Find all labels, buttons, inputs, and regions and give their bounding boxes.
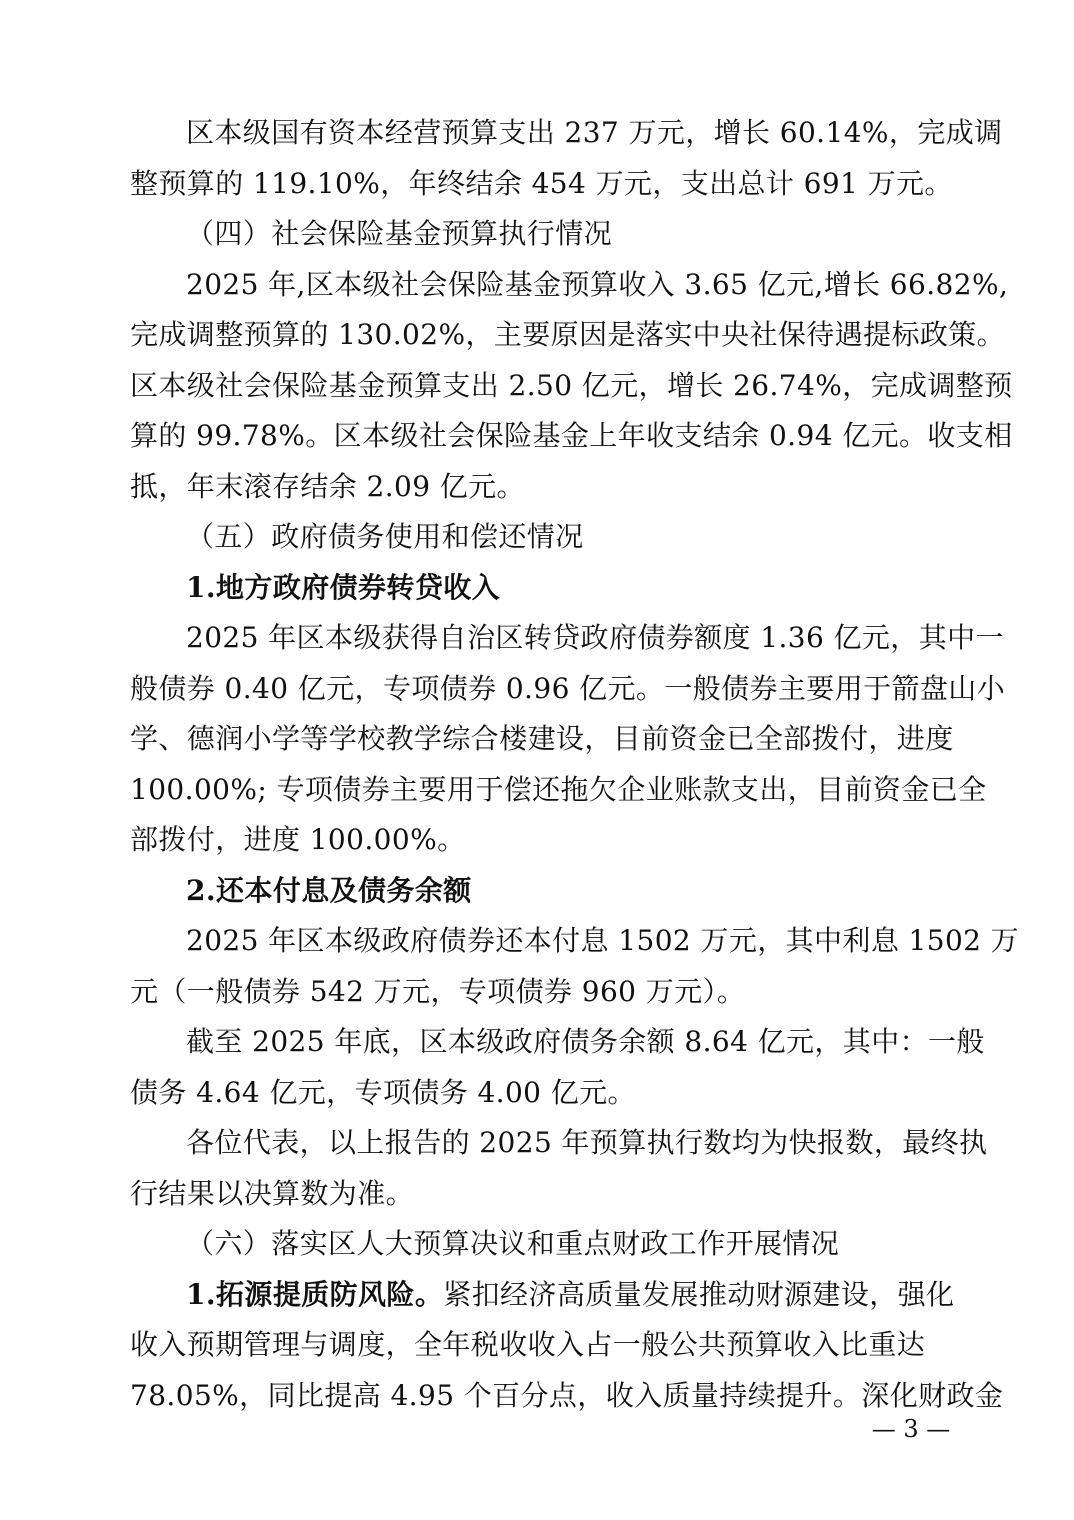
paragraph-line: 2025 年区本级获得自治区转贷政府债券额度 1.36 亿元，其中一 [186, 621, 1004, 654]
paragraph-line: 债务 4.64 亿元，专项债务 4.00 亿元。 [130, 1075, 636, 1109]
lead-heading: 1.拓源提质防风险。 [186, 1277, 444, 1311]
paragraph-line: 元（一般债券 542 万元，专项债券 960 万元）。 [130, 974, 746, 1008]
paragraph-line: 整预算的 119.10%，年终结余 454 万元，支出总计 691 万元。 [130, 166, 953, 200]
paragraph-line: 学、德润小学等学校教学综合楼建设，目前资金已全部拨付，进度 [130, 722, 954, 755]
paragraph-line: 100.00%; 专项债券主要用于偿还拖欠企业账款支出，目前资金已全 [130, 772, 987, 806]
paragraph-line: 完成调整预算的 130.02%，主要原因是落实中央社保待遇提标政策。 [130, 318, 1006, 351]
paragraph-line-with-lead [130, 1270, 972, 1321]
paragraph-line: 般债券 0.40 亿元，专项债券 0.96 亿元。一般债券主要用于箭盘山小 [130, 671, 1006, 705]
subsection-heading: 1.地方政府债券转贷收入 [186, 570, 501, 604]
section-heading: （五）政府债务使用和偿还情况 [186, 520, 584, 553]
paragraph-line: 区本级社会保险基金预算支出 2.50 亿元，增长 26.74%，完成调整预 [130, 368, 1013, 402]
section-heading: （六）落实区人大预算决议和重点财政工作开展情况 [186, 1227, 840, 1260]
paragraph-line: 截至 2025 年底，区本级政府债务余额 8.64 亿元，其中：一般 [186, 1025, 985, 1058]
section-heading: （四）社会保险基金预算执行情况 [186, 217, 613, 250]
page-number: — 3 — [871, 1415, 951, 1443]
paragraph-line: 抵，年末滚存结余 2.09 亿元。 [130, 469, 525, 503]
document-body [130, 108, 1020, 1421]
paragraph-line: 收入预期管理与调度，全年税收收入占一般公共预算收入比重达 [130, 1328, 926, 1361]
paragraph-line: 区本级国有资本经营预算支出 237 万元，增长 60.14%，完成调 [186, 116, 1003, 149]
paragraph-line: 2025 年区本级政府债券还本付息 1502 万元，其中利息 1502 万 [186, 924, 1020, 957]
paragraph-line: 部拨付，进度 100.00%。 [130, 823, 466, 856]
paragraph-line: 78.05%，同比提高 4.95 个百分点，收入质量持续提升。深化财政金 [130, 1378, 1004, 1412]
lead-paragraph-text: 紧扣经济高质量发展推动财源建设，强化 [443, 1277, 955, 1311]
paragraph-line: 算的 99.78%。区本级社会保险基金上年收支结余 0.94 亿元。收支相 [130, 419, 1013, 452]
paragraph-line: 行结果以决算数为准。 [130, 1176, 415, 1210]
paragraph-line: 各位代表，以上报告的 2025 年预算执行数均为快报数，最终执 [186, 1126, 988, 1159]
paragraph-line: 2025 年,区本级社会保险基金预算收入 3.65 亿元,增长 66.82%, [186, 267, 1009, 301]
subsection-heading: 2.还本付息及债务余额 [186, 873, 472, 907]
